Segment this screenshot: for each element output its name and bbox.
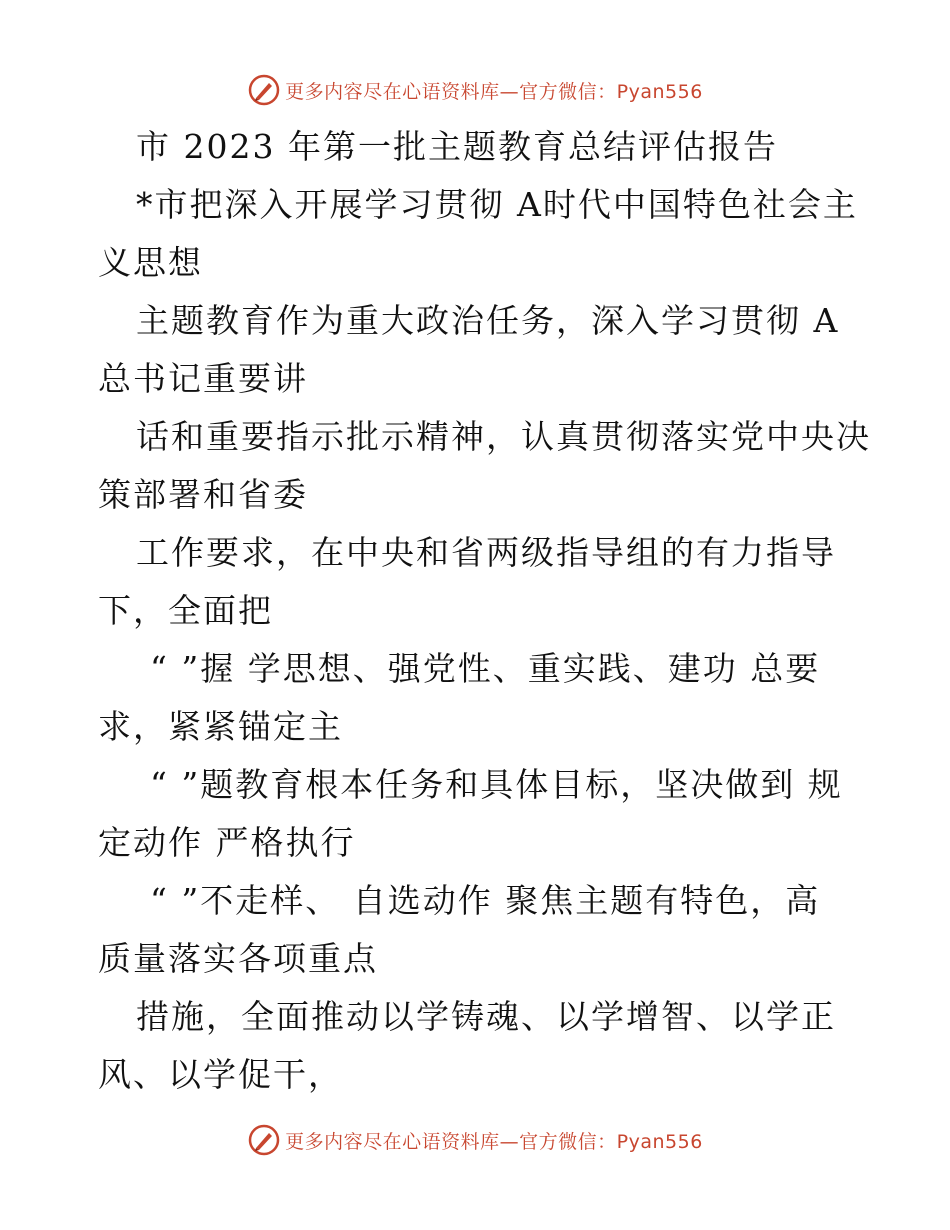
document-body: [98, 118, 871, 1104]
text-line: “ ”握 学思想、强党性、重实践、建功 总要: [150, 649, 821, 688]
text-line: “ ”题教育根本任务和具体目标，坚决做到 规: [150, 765, 843, 804]
text-line: 主题教育作为重大政治任务，深入学习贯彻 A: [136, 301, 840, 340]
text-line: 质量落实各项重点: [98, 939, 378, 978]
pen-logo-icon: [247, 73, 281, 107]
text-line: 市 2023 年第一批主题教育总结评估报告: [136, 127, 778, 166]
text-line: 工作要求，在中央和省两级指导组的有力指导: [136, 533, 836, 572]
text-line: 定动作 严格执行: [98, 823, 356, 862]
text-line: 措施，全面推动以学铸魂、以学增智、以学正: [136, 997, 836, 1036]
text-line: 风、以学促干，: [98, 1055, 343, 1094]
watermark-banner-bottom: [0, 1120, 950, 1160]
text-line: 策部署和省委: [98, 475, 308, 514]
text-line: *市把深入开展学习贯彻 A时代中国特色社会主: [136, 185, 858, 224]
watermark-text: 更多内容尽在心语资料库—官方微信：Pyan556: [285, 1130, 703, 1153]
watermark-banner-top: [0, 70, 950, 110]
text-line: 总书记重要讲: [98, 359, 308, 398]
text-line: 话和重要指示批示精神，认真贯彻落实党中央决: [136, 417, 871, 456]
text-line: 下，全面把: [98, 591, 273, 630]
pen-logo-icon: [247, 1123, 281, 1157]
text-line: “ ”不走样、 自选动作 聚焦主题有特色，高: [150, 881, 821, 920]
text-line: 求，紧紧锚定主: [98, 707, 343, 746]
text-line: 义思想: [98, 243, 203, 282]
watermark-text: 更多内容尽在心语资料库—官方微信：Pyan556: [285, 80, 703, 103]
